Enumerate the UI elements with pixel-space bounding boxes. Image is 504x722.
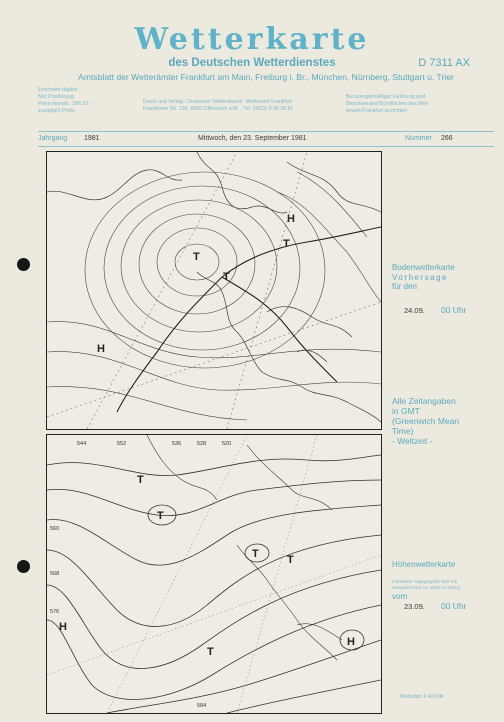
contour-value: 568	[50, 571, 60, 577]
upper-air-vom: vom	[392, 592, 408, 601]
nummer-value: 266	[441, 135, 453, 142]
surface-high-label: H	[287, 213, 295, 225]
contour-value: 552	[117, 441, 127, 447]
surface-high-label: H	[97, 343, 105, 355]
complaint-info: Bei unregelmäßiger Lieferung sind Beschwerden/Schriftliches des Wet- teramt Frankfurt zu richten	[346, 94, 429, 114]
height-contours	[47, 455, 381, 713]
divider-bottom	[38, 146, 494, 147]
time-note: Alle Zeitangaben in GMT (Greenwich Mean Time) - Weltzeit -	[392, 396, 460, 446]
isobars	[47, 172, 381, 420]
upper-map-drawing	[47, 435, 381, 713]
jahrgang-value: 1981	[84, 135, 100, 142]
height-centers	[59, 474, 355, 658]
upper-low-label: T	[252, 548, 259, 560]
contour-value: 576	[50, 609, 60, 615]
contour-value: 536	[172, 441, 182, 447]
upper-low-label: T	[137, 474, 144, 486]
map-scale: Maßstab 1:40 Mill	[400, 694, 444, 700]
jahrgang-label: Jahrgang	[38, 135, 68, 142]
contour-value: 544	[77, 441, 87, 447]
nummer-label: Nummer	[405, 135, 432, 142]
surface-forecast-caption: Bodenwetterkarte Vorhersage für den	[392, 263, 455, 292]
fronts	[117, 227, 381, 412]
upper-air-caption: Höhenwetterkarte	[392, 560, 456, 569]
publication-subtitle: des Deutschen Wetterdienstes	[168, 57, 336, 69]
surface-low-label: T	[193, 251, 200, 263]
contour-value: 528	[197, 441, 207, 447]
postal-code: D 7311 AX	[418, 57, 470, 69]
publication-title: Wetterkarte	[134, 22, 370, 57]
upper-low-label: T	[207, 646, 214, 658]
upper-low-label: T	[287, 554, 294, 566]
official-gazette-line: Amtsblatt der Wetterämter Frankfurt am Main, Freiburg i. Br., München, Nürnberg, Stuttgart u. Trier	[78, 72, 454, 82]
upper-air-subcaption: (Absolute Topographie 500 mb entsprechend ca. 5500 m Höhe)	[392, 580, 461, 591]
surface-map-drawing	[47, 152, 381, 429]
graticule	[47, 435, 381, 713]
punch-hole	[17, 258, 30, 271]
coastlines	[147, 435, 342, 660]
surface-weather-map	[46, 151, 382, 430]
contour-value: 560	[50, 526, 60, 532]
upper-high-label: H	[347, 636, 355, 648]
publisher-info: Druck und Verlag : Deutscher Wetterdienst - Wetteramt Frankfurt Frankfurter Str. 135, 6050 Offenbach a.M. , Tel. (0611) 8 06 28 81	[143, 99, 294, 112]
surface-low-label: T	[283, 238, 290, 250]
punch-hole	[17, 560, 30, 573]
contour-value: 584	[197, 703, 207, 709]
upper-air-map	[46, 434, 382, 714]
upper-high-label: H	[59, 621, 67, 633]
upper-low-label: T	[157, 510, 164, 522]
contour-value: 520	[222, 441, 232, 447]
surface-low-label: T	[223, 271, 230, 283]
coastlines	[47, 152, 381, 422]
subscription-info: Erscheint täglich Nur Postbezug Preis monatl.. DM 10,- zuzüglich Porto	[38, 87, 92, 114]
graticule	[47, 152, 381, 429]
surface-forecast-time: 24.09. 00 Uhr	[404, 305, 467, 315]
issue-date: Mittwoch, den 23. September 1981	[198, 135, 307, 142]
divider-top	[38, 131, 494, 132]
pressure-centers	[97, 213, 295, 355]
upper-air-time: 23.09. 00 Uhr	[404, 601, 467, 611]
